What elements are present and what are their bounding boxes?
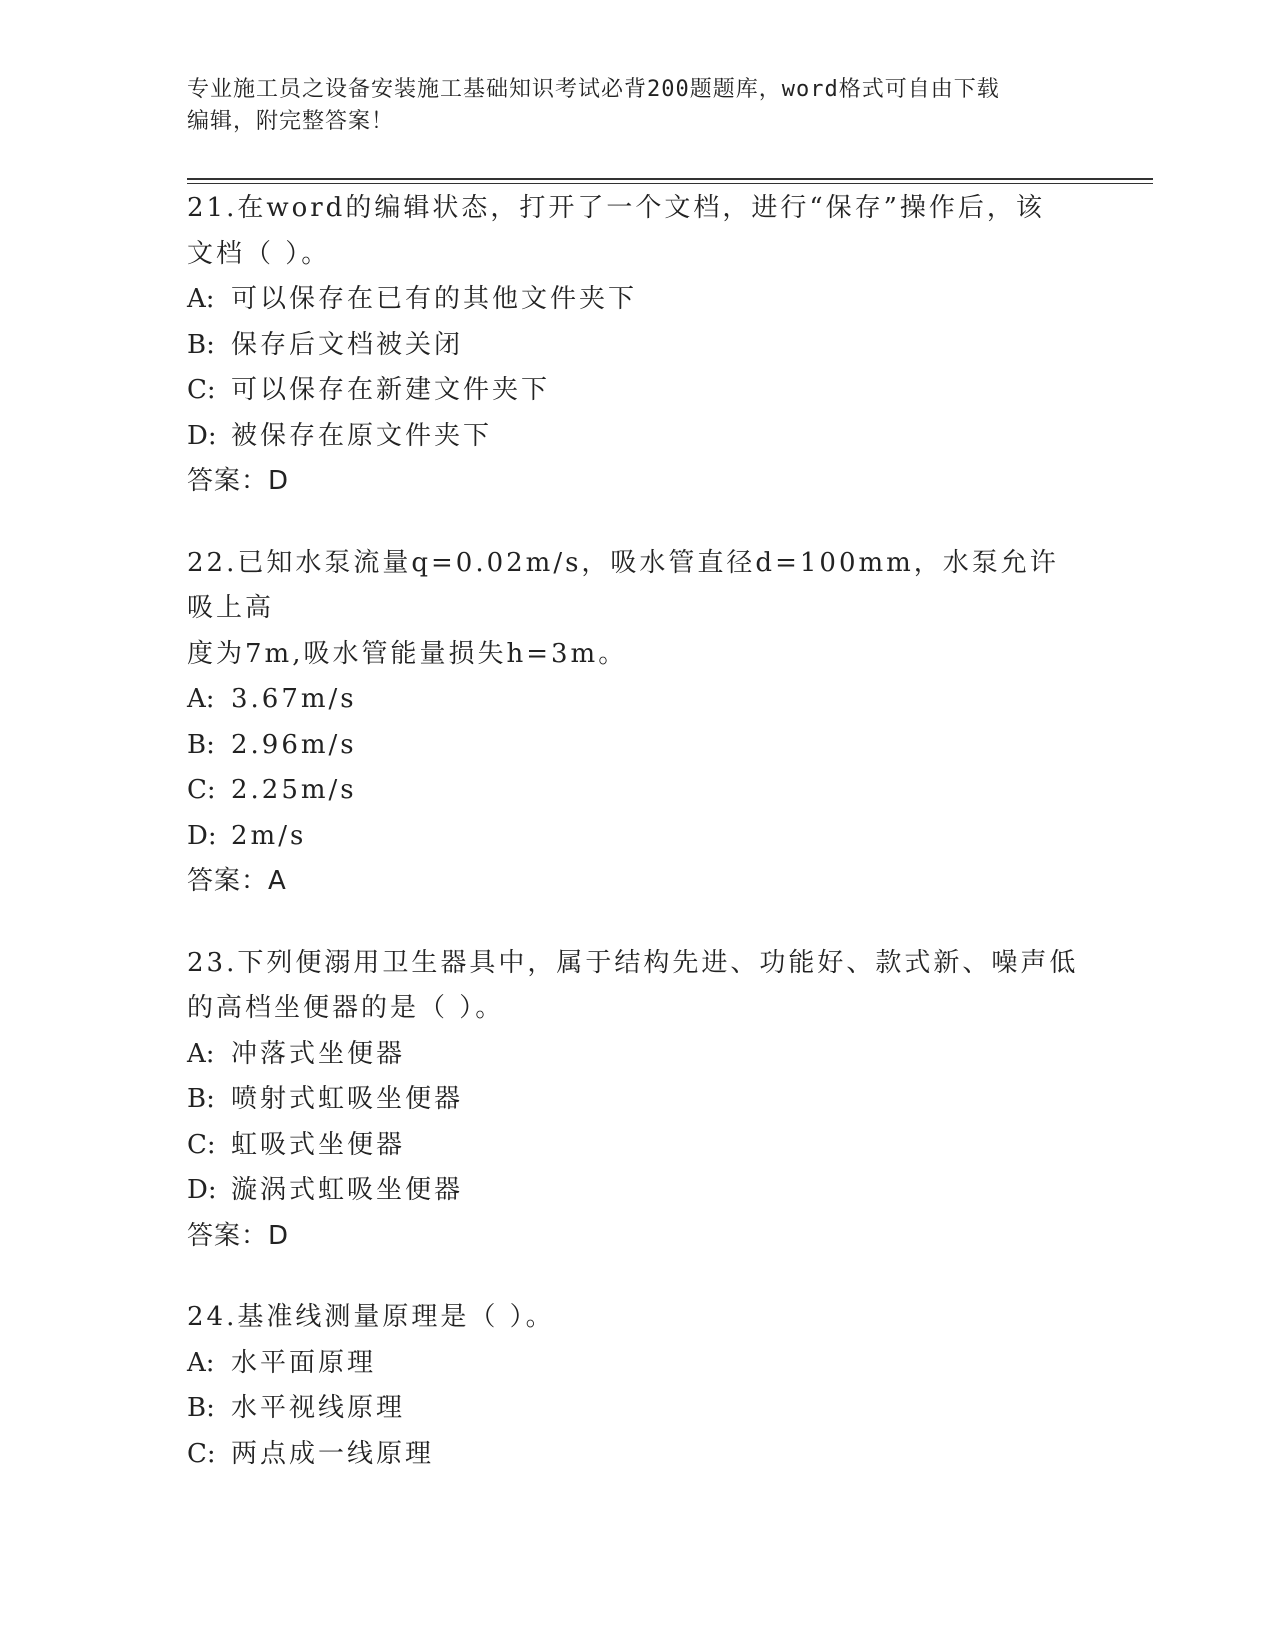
question-list bbox=[187, 186, 1087, 1513]
option-key: C: bbox=[187, 775, 216, 805]
question-21 bbox=[187, 186, 1087, 505]
option-key: D: bbox=[187, 820, 217, 851]
option-d bbox=[187, 1168, 1087, 1214]
option-c bbox=[187, 768, 1087, 814]
option-key: A: bbox=[187, 684, 215, 714]
option-key: C: bbox=[187, 1438, 216, 1469]
question-text-line-1: 21.在word的编辑状态，打开了一个文档，进行“保存”操作后，该 bbox=[187, 193, 1045, 223]
option-key: B: bbox=[187, 1393, 215, 1423]
question-text-line-2: 度为7m,吸水管能量损失h=3m。 bbox=[187, 638, 628, 669]
option-text: 保存后文档被关闭 bbox=[231, 329, 464, 360]
question-text-line-1: 24.基准线测量原理是（ ）。 bbox=[187, 1302, 555, 1332]
option-text: 被保存在原文件夹下 bbox=[231, 420, 493, 451]
option-key: C: bbox=[187, 1129, 216, 1160]
option-key: A: bbox=[187, 1038, 215, 1069]
option-text: 2m/s bbox=[231, 820, 307, 851]
option-text: 可以保存在新建文件夹下 bbox=[231, 375, 551, 405]
option-b bbox=[187, 1386, 1087, 1432]
header-line-1: 专业施工员之设备安装施工基础知识考试必背200题题库，word格式可自由下载 bbox=[187, 77, 1000, 102]
option-key: B: bbox=[187, 1084, 215, 1114]
question-text-line-2: 的高档坐便器的是（ ）。 bbox=[187, 993, 505, 1023]
option-text: 2.25m/s bbox=[231, 775, 357, 805]
header-line-2: 编辑，附完整答案！ bbox=[187, 109, 395, 134]
option-a bbox=[187, 277, 1087, 323]
question-24 bbox=[187, 1295, 1087, 1477]
option-text: 2.96m/s bbox=[231, 729, 357, 760]
option-d bbox=[187, 414, 1087, 460]
question-text-line-1: 23.下列便溺用卫生器具中，属于结构先进、功能好、款式新、噪声低 bbox=[187, 947, 1079, 978]
option-b bbox=[187, 1077, 1087, 1123]
option-b bbox=[187, 323, 1087, 369]
document-header bbox=[187, 74, 1087, 138]
option-key: B: bbox=[187, 329, 215, 360]
question-text-line-2: 文档（ ）。 bbox=[187, 238, 331, 269]
option-key: B: bbox=[187, 729, 215, 760]
option-key: C: bbox=[187, 375, 216, 405]
option-text: 3.67m/s bbox=[231, 684, 357, 714]
question-22 bbox=[187, 541, 1087, 905]
answer: 答案：A bbox=[187, 866, 287, 896]
question-23 bbox=[187, 941, 1087, 1260]
option-text: 可以保存在已有的其他文件夹下 bbox=[231, 284, 638, 314]
option-text: 喷射式虹吸坐便器 bbox=[231, 1084, 464, 1114]
option-c bbox=[187, 1432, 1087, 1478]
option-text: 水平面原理 bbox=[231, 1347, 377, 1378]
option-a bbox=[187, 1341, 1087, 1387]
option-key: A: bbox=[187, 284, 215, 314]
option-text: 漩涡式虹吸坐便器 bbox=[231, 1175, 464, 1205]
option-key: A: bbox=[187, 1347, 215, 1378]
option-text: 虹吸式坐便器 bbox=[231, 1129, 406, 1160]
option-text: 水平视线原理 bbox=[231, 1393, 406, 1423]
option-c bbox=[187, 368, 1087, 414]
option-key: D: bbox=[187, 420, 217, 451]
header-divider bbox=[187, 178, 1153, 184]
option-b bbox=[187, 723, 1087, 769]
answer: 答案：D bbox=[187, 1220, 290, 1251]
option-a bbox=[187, 1032, 1087, 1078]
option-text: 冲落式坐便器 bbox=[231, 1038, 406, 1069]
option-c bbox=[187, 1123, 1087, 1169]
question-text-line-1: 22.已知水泵流量q=0.02m/s，吸水管直径d=100mm，水泵允许吸上高 bbox=[187, 547, 1059, 623]
option-a bbox=[187, 677, 1087, 723]
answer: 答案：D bbox=[187, 466, 290, 496]
option-key: D: bbox=[187, 1175, 217, 1205]
option-text: 两点成一线原理 bbox=[231, 1438, 435, 1469]
option-d bbox=[187, 814, 1087, 860]
